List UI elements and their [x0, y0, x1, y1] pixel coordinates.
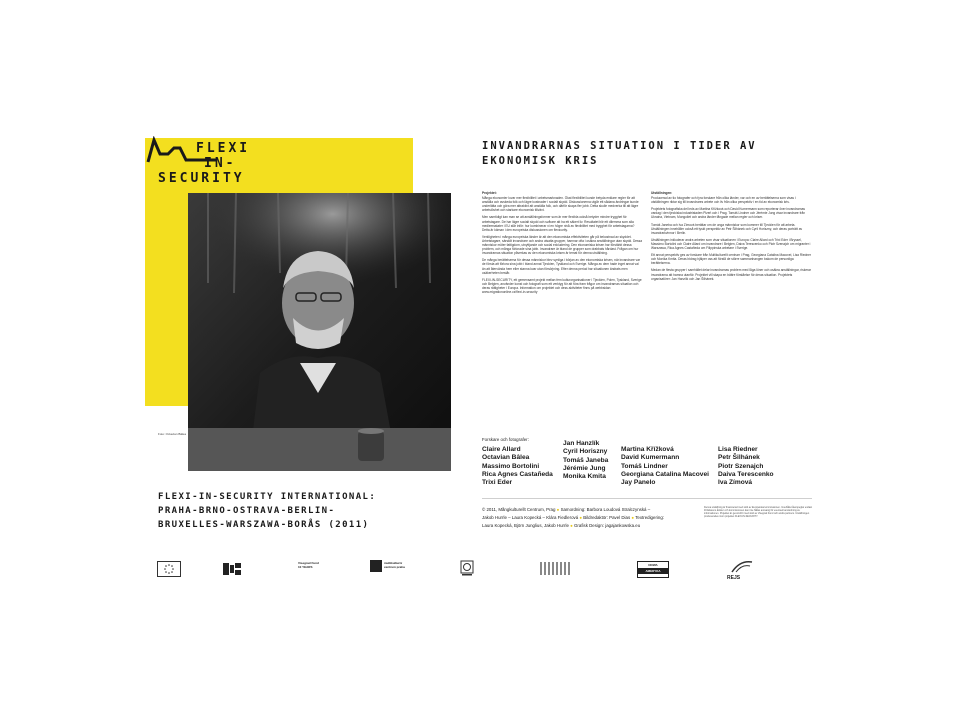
round-seal-logo-icon	[460, 560, 474, 576]
names-column	[482, 446, 553, 487]
visegrad-fund-years: 10 YEARS	[298, 565, 313, 569]
logo-line-3: SECURITY	[158, 171, 245, 186]
paragraph: Tomáš Janeba och Iva Zímová berättar om de unga människor som kommer till Tjeckien för att arbeta. Utställningen innehåller också ett tyskt perspektiv av Petr Šilhánek och Cyril Horiszny, och deras porträtt av invandrarkvinnor i Berlin.	[651, 222, 803, 235]
page-title-line: EKONOMISK KRIS	[482, 155, 599, 167]
paragraph: Men samtidigt kan man se att anställningsformer som är mer flexibla också betyder mindre trygghet för arbetstagare. De har lägre socialt skydd och svårare att ha ett säkert liv. Resultatet blir ett dilemma som alla medlemsstater i EU står inför: hur kombinerar vi en högre nivå av flexibilitet med trygghet för arbetstagarna? Detta är kärnan i den europeiska diskussionen om flexicurity.	[482, 215, 635, 232]
text-editing-names: Laura Kopecká, Björn Junglius, Jakob Hurrle	[482, 523, 569, 528]
project-text-column	[482, 191, 642, 297]
photo-editor-text: Bildredaktör: Pavel Dias	[583, 515, 631, 520]
ministry-logo-icon	[223, 562, 241, 574]
exhibition-title-line: FLEXI-IN-SECURITY INTERNATIONAL:	[158, 492, 377, 502]
column-heading: Utställningen:	[651, 191, 673, 195]
contributor-name: Georgiana Catalina Macovei	[621, 470, 709, 478]
nowa-ameryka-line2: AMERYKA	[638, 568, 668, 574]
eu-flag-icon	[157, 561, 181, 577]
rejs-logo-text: REJS	[727, 575, 741, 581]
separator-dot-icon: ●	[556, 507, 560, 512]
contributor-name: Cyril Horiszny	[563, 448, 608, 456]
column-heading: Projektet:	[482, 191, 497, 195]
portrait-photo	[188, 193, 451, 471]
flexi-in-security-logo	[158, 141, 250, 186]
page-title-line: INVANDRARNAS SITUATION I TIDER AV	[482, 140, 757, 152]
names-column	[718, 446, 774, 487]
page-title	[482, 139, 782, 169]
rejs-logo	[727, 575, 749, 585]
multicultural-center-logo	[370, 560, 410, 576]
contributor-name: Tomáš Janeba	[563, 456, 609, 464]
logo-line-2: IN-	[204, 156, 237, 171]
contributor-name: Piotr Szenajch	[718, 462, 764, 470]
paragraph: FLEXI-IN-SECURITY, ett gemensamt projekt mellan fem kulturorganisationer i Tjeckien, Polen, Tyskland, Sverige och Belgien, använder konst och fotografi som ett verktyg för att föra fram frågor om invandrarnas situation och deras rättigheter i Europa. Information om projektet och dess aktiviteter finns på webbsidan www.migrationonline.cz/flexi-in-security	[482, 277, 642, 294]
contributor-name: Iva Zímová	[718, 479, 753, 487]
contributor-name: Lisa Riedner	[718, 446, 758, 453]
contributor-name: Rica Agnes Castañeda	[482, 470, 553, 478]
text-editing-label: Textredigering:	[635, 515, 664, 520]
paragraph: Många ekonomier lovar mer flexibilitet i arbetsmarknaden. Ökat flexibilitet kunde betyda enklare regler för att anställa och avskeda folk och lägre kostnader i socialt skydd. Diskussionerna utgår ett sådana ändringar kunde underlätta och göra mer attraktivt att anställa folk, och därför skapa fler jobb. Detta skulle medverka till att lägre arbetslöshet och starkare ekonomisk tillväxt.	[482, 196, 639, 213]
contributor-name: Massimo Bortolini	[482, 462, 540, 470]
paragraph: Medan de flesta grupper i samhället delar invandrarnas problem med låga löner och osäkra anställningar, riskerar invandrarna att hamna utanför. Projektet vill skapa en bättre förståelse för deras situation. Projektets organisatörer: Jan Hanzlík och Jan Šilhánek.	[651, 268, 811, 281]
contributor-name: David Kumermann	[621, 454, 680, 462]
paragraph: Verkligheten i många europeiska länder är att den ekonomiska effektiviteten går på bekostnad av skyddet. Arbetstagare, särskilt invandrare och andra utsatta grupper, hamnar ofta i osäkra anställningar utan skydd. Dessa människor möter fattigdom, utnyttjande och social exkludering. Den ekonomiska krisen har förstärkt dessa problem, och många förlorade sina jobb. Invandrare är bland de grupper som drabbats hårdast. Frågan om hur invandrarnas situation påverkas av den ekonomiska krisen är temat för denna utställning.	[482, 234, 642, 256]
coordination-text: Samordning: Barbora Loudová Stralczynská –	[560, 507, 651, 512]
contributor-name: Jay Panelo	[621, 479, 656, 487]
visegrad-fund-logo	[298, 561, 328, 569]
multicultural-center-name: multikulturní centrum praha	[384, 561, 405, 569]
contributor-name: Daiva Terescenko	[718, 470, 774, 478]
contributor-name: Trixi Eder	[482, 479, 513, 487]
disclaimer-text: Denna utställning är finansierad med stöd av Europeiska kommissionen. Innehållet återspeglar endast författarens åsikter och kommissionen kan inte hållas ansvarig för eventuell användning av informationen. Projektet är genomfört med stöd av Visegrad Fund och andra partners. Utställningen producerades inom projektet FLEXI-IN-SECURITY.	[704, 506, 813, 519]
nowa-ameryka-line1: NOWA	[648, 563, 658, 567]
contributor-name: Jérémie Jung	[563, 464, 606, 472]
separator-dot-icon: ●	[631, 515, 635, 520]
contributor-name: Octavian Bâlea	[482, 454, 530, 462]
paragraph: Producerad av tio fotografer och fyra forskare från olika länder, var och en av berättelserna som visas i utställningen riktar sig till invandrares arbete och liv från olika perspektiv i en tid av ekonomisk kris.	[651, 196, 796, 205]
paragraph: Ett annat perspektiv ges av forskare från Multikulturellt centrum i Prag, Georgiana Catalina Macovei, Lisa Riedner och Monika Kmita. Deras bidrag hjälper oss att förstå de större sammanhangen bakom de personliga berättelserna.	[651, 253, 811, 266]
exhibition-text-column	[651, 191, 811, 284]
divider	[482, 498, 812, 499]
graphic-design-text: Grafisk Design: jagajankowska.eu	[574, 523, 641, 528]
contributor-name: Monika Kmita	[563, 473, 606, 481]
portrait-photo-image	[188, 193, 451, 471]
exhibition-title	[158, 490, 478, 532]
separator-dot-icon: ●	[570, 523, 573, 528]
footer-credits	[482, 506, 702, 530]
copyright-text: © 2011, Mångkulturellt Centrum, Prag	[482, 507, 556, 512]
paragraph: Projektets fotografiska del leds av Martina Křížková och David Kumermann som reporterar över invandrarnas vardag i den tjeckiska industristaden Plzeň och i Prag. Tomáš Lindner och Jérémie Jung visar invandrare från Ukraina, Vietnam, Mongoliet och andra länder fångade mellan regler och kriser.	[651, 207, 806, 220]
names-column	[563, 440, 608, 481]
exhibition-title-line: PRAHA-BRNO-OSTRAVA-BERLIN-	[158, 506, 336, 516]
exhibition-title-line: BRUXELLES-WARSZAWA-BORÅS (2011)	[158, 520, 370, 530]
contributor-name: Martina Křížková	[621, 446, 674, 453]
coordination-names: Jakob Hurrle – Laura Kopecká – Klára Fiedlerová	[482, 515, 579, 520]
credits-label: Forskare och fotografer:	[482, 437, 529, 442]
logo-line-1: FLEXI	[196, 141, 251, 156]
contributor-name: Tomáš Lindner	[621, 462, 668, 470]
swoosh-logo-icon	[730, 558, 754, 574]
paragraph: Utställningen inkluderar andra arbeten som visar situationen i Europa: Claire Allard och Trixi Eder i Bryssel, Massimo Bortolini och Claire Allard om invandrare i Belgien, Daiva Terescenko och Piotr Szenajch om migranter i Warszawa, Rica Agnes Castañeda om Filippinska arbetare i Sverige.	[651, 237, 811, 251]
photo-caption: Foto: Octavian Bâlea	[158, 432, 187, 436]
paragraph: De många berättelserna för dessa människor blev synliga i början av den ekonomiska krisen, när invandrare var de första att förlora sina jobb i bland annat Tjeckien, Tyskland och Sverige. Många av dem hade inget annat val än att återvända hem eller stanna kvar utan försörjning. Efter denna period har situationen ändrats men osäkerheten består.	[482, 258, 641, 275]
nowa-ameryka-logo	[637, 561, 669, 578]
striped-logo-icon	[540, 562, 572, 575]
visegrad-fund-name: Visegrad Fund	[298, 561, 319, 565]
names-column	[621, 446, 709, 487]
contributor-name: Petr Šilhánek	[718, 454, 760, 462]
separator-dot-icon: ●	[579, 515, 583, 520]
contributor-name: Claire Allard	[482, 446, 521, 453]
contributor-name: Jan Hanzlík	[563, 440, 600, 447]
